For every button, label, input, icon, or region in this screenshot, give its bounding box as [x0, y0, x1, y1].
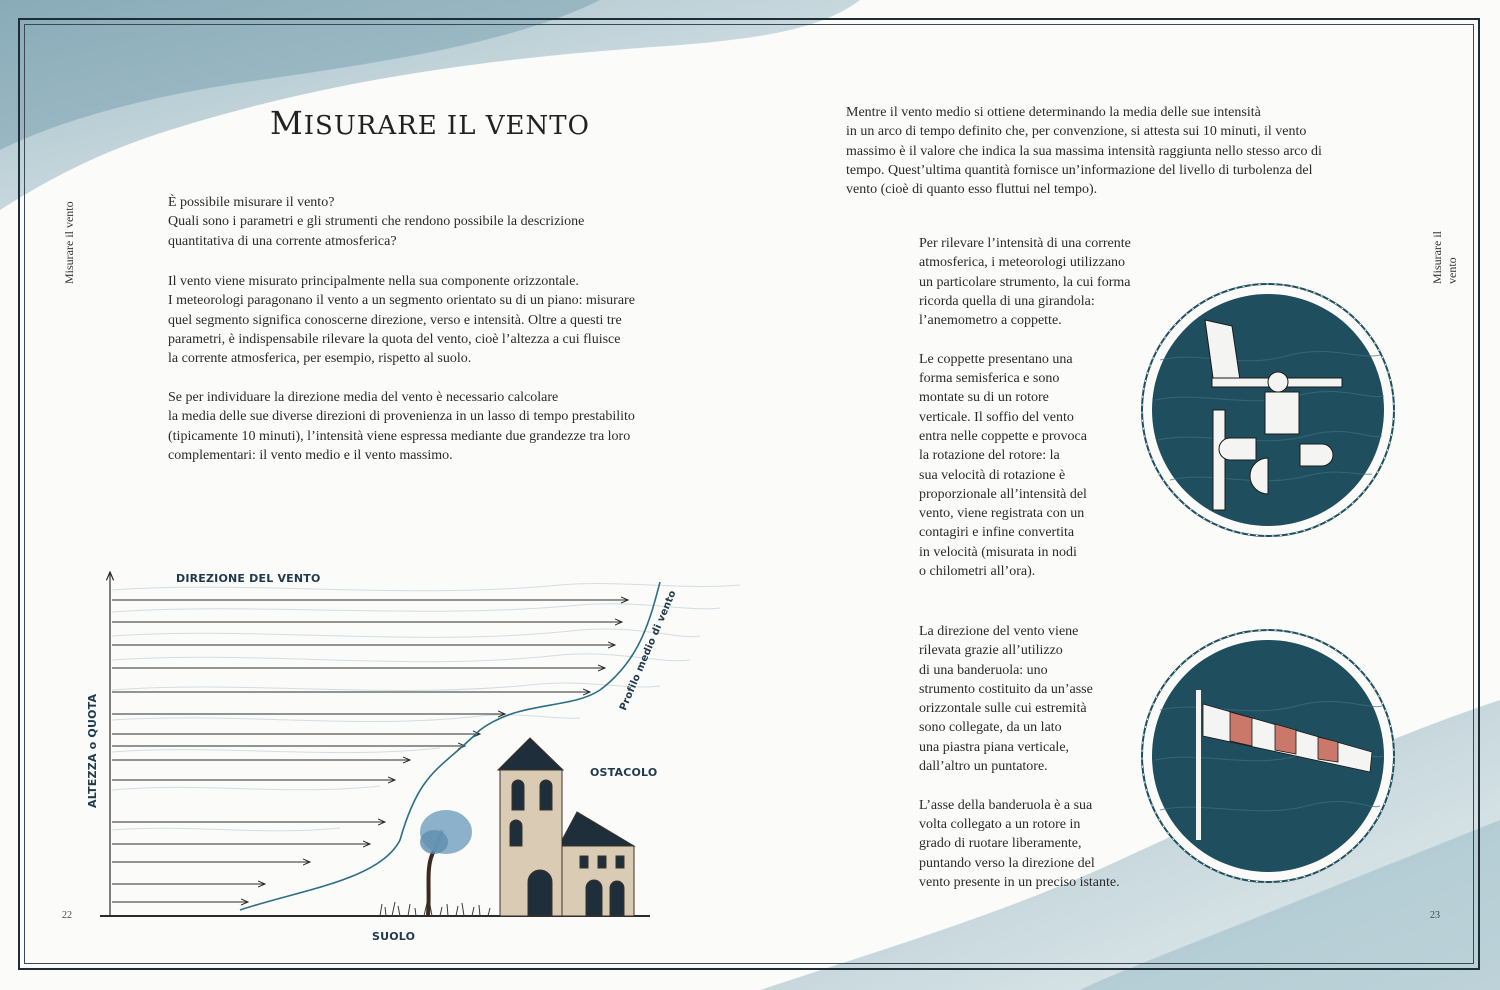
label-obstacle: OSTACOLO: [590, 766, 658, 779]
label-wind-direction: DIREZIONE DEL VENTO: [176, 572, 321, 585]
page-number-right: 23: [1430, 910, 1440, 921]
paragraph-anemometer: Per rilevare l’intensità di una corrente atmosferica, i meteorologi utilizzano un particolare strumento, la cui forma ricorda quella di una girandola: l’anemometro a coppette. Le coppette presentano una forma semisferica e sono montate su di un rotore verticale. Il soffio del vento entra nelle coppette e provoca la rotazione del rotore: la sua velocità di rotazione è proporzionale all’intensità del vento, viene registrata con un contagiri e infine convertita in velocità (misurata in nodi o chilometri all’ora).: [919, 236, 1131, 580]
paragraph-components: Il vento viene misurato principalmente nella sua componente orizzontale. I meteorologi paragonano il vento a un segmento orientato su di un piano: misurare quel segmento significa conoscerne direzione, verso e intensità. Oltre a questi tre parametri, è indispensabile rilevare la quota del vento, cioè l’altezza a cui fluisce la corrente atmosferica, per esempio, rispetto al suolo.: [168, 274, 635, 367]
paragraph-direction: Se per individuare la direzione media del vento è necessario calcolare la media delle sue diverse direzioni di provenienza in un lasso di tempo prestabilito (tipicamente 10 minuti), l’intensità viene espressa mediante due grandezze tra loro complementari: il vento medio e il vento massimo.: [168, 390, 635, 463]
label-altitude: ALTEZZA o QUOTA: [86, 693, 99, 808]
paragraph-intro: È possibile misurare il vento? Quali sono i parametri e gli strumenti che rendono possibile la descrizione quantitativa di una corrente atmosferica?: [168, 195, 585, 249]
running-head-right: Misurare il vento: [1430, 231, 1459, 284]
running-head-left: Misurare il vento: [62, 201, 76, 284]
page-number-left: 22: [62, 910, 72, 921]
label-profile: Profilo medio di vento: [618, 588, 679, 713]
label-ground: SUOLO: [372, 930, 416, 943]
paragraph-vane: La direzione del vento viene rilevata grazie all’utilizzo di una banderuola: uno strumento costituito da un’asse orizzontale sulle cui estremità sono collegate, da un lato una piastra piana verticale, dall’altro un puntatore. L’asse della banderuola è a sua volta collegato a un rotore in grado di ruotare liberamente, puntando verso la direzione del vento presente in un preciso istante.: [919, 624, 1120, 890]
title-rest: ISURARE IL VENTO: [303, 111, 590, 141]
title-initial: M: [270, 104, 304, 142]
paragraph-wind-average: Mentre il vento medio si ottiene determinando la media delle sue intensità in un arco di tempo definito che, per convenzione, si attesta sui 10 minuti, il vento massimo è il valore che indica la sua massima intensità raggiunta nello stesso arco di tempo. Quest’ultima quantità fornisce un’informazione del livello di turbolenza del vento (cioè di quanto esso fluttui nel tempo).: [846, 105, 1322, 198]
